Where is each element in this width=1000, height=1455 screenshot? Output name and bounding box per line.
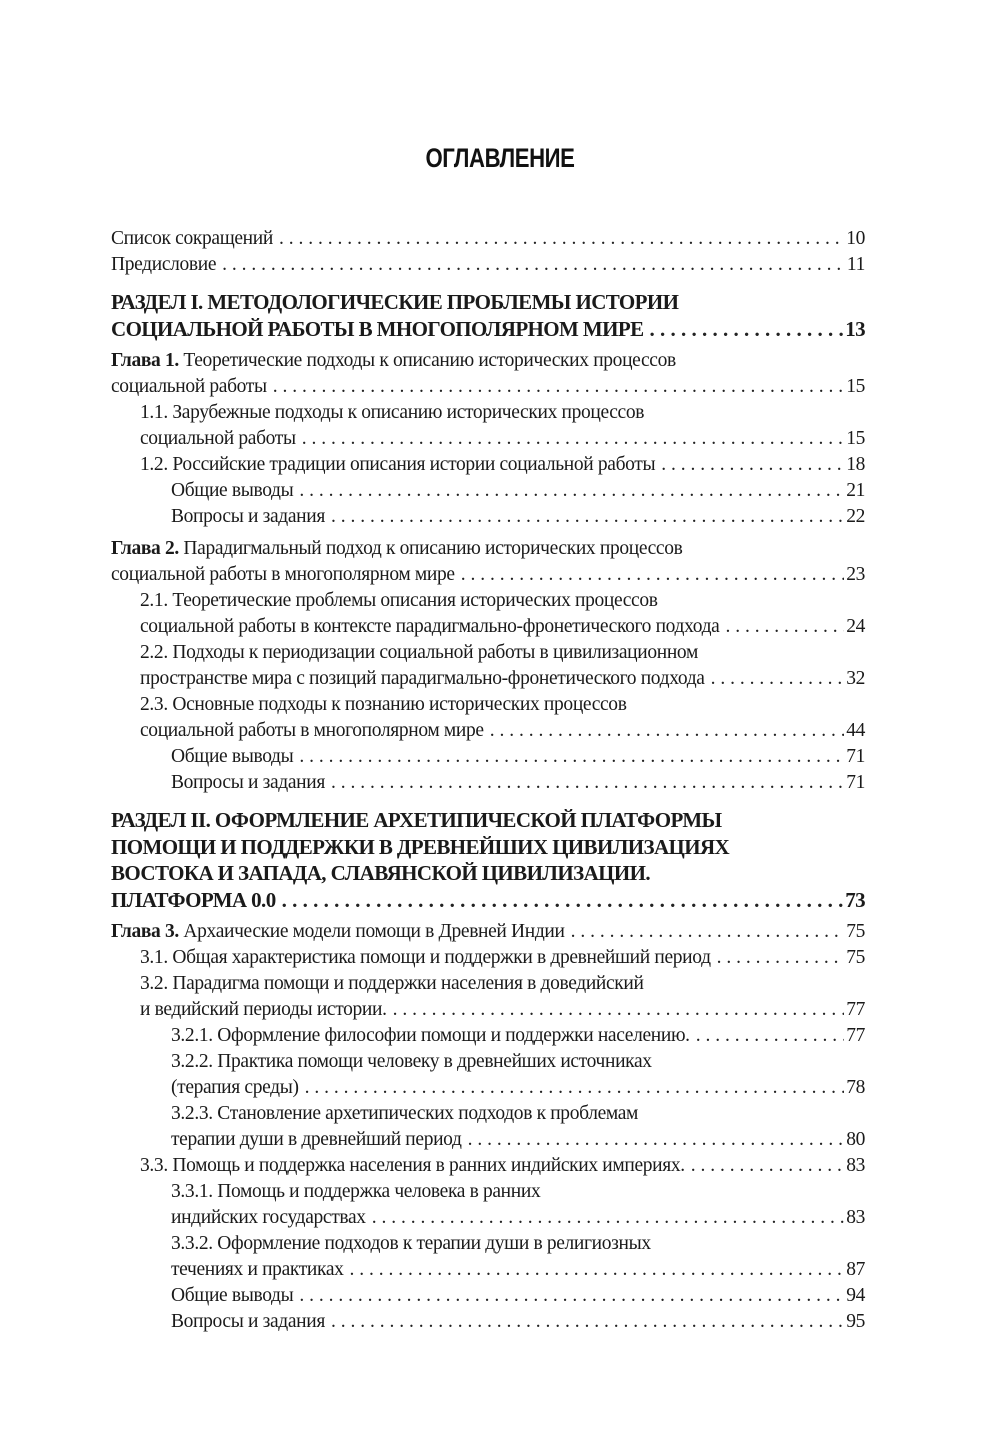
toc-entry-text: 3.2.1. Оформление философии помощи и поддержки населению. xyxy=(171,1025,690,1046)
toc-entry-text: 3.3. Помощь и поддержка населения в ранних индийских империях. xyxy=(140,1155,685,1176)
dot-leader xyxy=(468,1127,845,1153)
toc-entry-last-line xyxy=(140,997,865,1023)
toc-entry-3-2[interactable] xyxy=(111,971,865,1023)
toc-entry-last-line xyxy=(111,374,865,400)
page-number: 87 xyxy=(846,1259,865,1280)
dot-leader xyxy=(372,1205,845,1231)
toc-entry-text: течениях и практиках xyxy=(171,1259,344,1280)
toc-entry-1-1[interactable] xyxy=(111,400,865,452)
page-number: 71 xyxy=(846,772,865,793)
toc-entry-ch2-conclusions[interactable] xyxy=(111,744,865,770)
toc-entry-text xyxy=(111,919,565,945)
toc-entry-last-line xyxy=(171,478,865,504)
toc-entry-text: Вопросы и задания xyxy=(171,506,325,527)
toc-entry-last-line xyxy=(111,226,865,252)
toc-entry-text: (терапия среды) xyxy=(171,1077,299,1098)
dot-leader xyxy=(711,666,845,692)
toc-entry-3-3-2[interactable] xyxy=(111,1231,865,1283)
toc-entry-text: 3.1. Общая характеристика помощи и поддержки в древнейший период xyxy=(140,947,711,968)
toc-entry-line xyxy=(111,834,865,861)
chapter-label: Глава 3. xyxy=(111,921,179,942)
toc-entry-line xyxy=(140,588,865,614)
toc-entry-last-line xyxy=(171,1257,865,1283)
toc-entry-last-line xyxy=(171,1205,865,1231)
dot-leader xyxy=(490,718,844,744)
dot-leader xyxy=(305,1075,845,1101)
page-number: 77 xyxy=(846,999,865,1020)
toc-entry-2-1[interactable] xyxy=(111,588,865,640)
chapter-title: Архаические модели помощи в Древней Индии xyxy=(178,921,565,942)
toc-entry-text: РАЗДЕЛ I. МЕТОДОЛОГИЧЕСКИЕ ПРОБЛЕМЫ ИСТОРИИ xyxy=(111,290,679,314)
toc-entry-2-2[interactable] xyxy=(111,640,865,692)
toc-entry-text: 3.3.1. Помощь и поддержка человека в ранних xyxy=(171,1181,541,1202)
toc-entry-3-3-1[interactable] xyxy=(111,1179,865,1231)
toc-entry-text: индийских государствах xyxy=(171,1207,366,1228)
toc-entry-section-1[interactable] xyxy=(111,289,865,342)
toc-entry-text: социальной работы в многополярном мире xyxy=(111,564,455,585)
dot-leader xyxy=(696,1023,845,1049)
toc-entry-text: РАЗДЕЛ II. ОФОРМЛЕНИЕ АРХЕТИПИЧЕСКОЙ ПЛАТФОРМЫ xyxy=(111,808,722,832)
page-number: 78 xyxy=(846,1077,865,1098)
toc-entry-text: Общие выводы xyxy=(171,480,294,501)
chapter-title: Теоретические подходы к описанию исторических процессов xyxy=(178,350,676,371)
toc-entry-line xyxy=(171,1179,865,1205)
toc-entry-last-line xyxy=(140,426,865,452)
toc-entry-line xyxy=(111,289,865,316)
toc-entry-3-1[interactable] xyxy=(111,945,865,971)
page-number: 15 xyxy=(846,376,865,397)
chapter-title: Парадигмальный подход к описанию исторических процессов xyxy=(178,538,683,559)
toc-entry-line xyxy=(111,860,865,887)
toc-entry-text: социальной работы в контексте парадигмально-фронетического подхода xyxy=(140,616,720,637)
toc-entry-chapter-3[interactable] xyxy=(111,919,865,945)
toc-entry-preface[interactable] xyxy=(111,252,865,278)
toc-entry-line xyxy=(111,348,865,374)
toc-entry-last-line xyxy=(140,666,865,692)
toc-entry-last-line xyxy=(111,562,865,588)
page-number: 75 xyxy=(846,921,865,942)
toc-entry-3-2-3[interactable] xyxy=(111,1101,865,1153)
toc-entry-last-line xyxy=(111,316,865,343)
page-number: 32 xyxy=(846,668,865,689)
toc-entry-text: ПЛАТФОРМА 0.0 xyxy=(111,887,276,912)
toc-entry-text: социальной работы xyxy=(140,428,296,449)
dot-leader xyxy=(661,452,844,478)
page-number: 15 xyxy=(846,428,865,449)
toc-entry-last-line xyxy=(171,1023,865,1049)
chapter-label: Глава 2. xyxy=(111,538,179,559)
page-number: 94 xyxy=(846,1285,865,1306)
page-number: 18 xyxy=(846,454,865,475)
toc-entry-text xyxy=(111,538,683,559)
toc-entry-last-line xyxy=(111,887,865,914)
dot-leader xyxy=(282,887,844,914)
dot-leader xyxy=(299,744,844,770)
dot-leader xyxy=(717,945,845,971)
toc-entry-text: 3.2.3. Становление архетипических подходов к проблемам xyxy=(171,1103,639,1124)
toc-entry-text: 3.3.2. Оформление подходов к терапии души в религиозных xyxy=(171,1233,651,1254)
toc-entry-last-line xyxy=(171,744,865,770)
toc-entry-ch2-questions[interactable] xyxy=(111,770,865,796)
toc-entry-last-line xyxy=(140,1153,865,1179)
toc-entry-ch3-conclusions[interactable] xyxy=(111,1283,865,1309)
page-number: 10 xyxy=(846,228,865,249)
toc-entry-2-3[interactable] xyxy=(111,692,865,744)
dot-leader xyxy=(273,374,844,400)
toc-entry-3-3[interactable] xyxy=(111,1153,865,1179)
dot-leader xyxy=(222,252,845,278)
page-number: 73 xyxy=(845,887,865,912)
toc-entry-line xyxy=(140,971,865,997)
page-number: 44 xyxy=(846,720,865,741)
page-number: 95 xyxy=(846,1311,865,1332)
toc-entry-line xyxy=(140,640,865,666)
toc-entry-ch1-questions[interactable] xyxy=(111,504,865,530)
toc-entry-section-2[interactable] xyxy=(111,807,865,913)
table-of-contents xyxy=(111,226,865,1335)
toc-entry-text: 1.2. Российские традиции описания истории социальной работы xyxy=(140,454,656,475)
dot-leader xyxy=(279,226,844,252)
toc-entry-line xyxy=(171,1049,865,1075)
toc-entry-last-line xyxy=(171,504,865,530)
toc-entry-text: 3.2. Парадигма помощи и поддержки населения в доведийский xyxy=(140,973,644,994)
toc-entry-1-2[interactable] xyxy=(111,452,865,478)
toc-entry-last-line xyxy=(140,452,865,478)
page-number: 24 xyxy=(846,616,865,637)
toc-entry-text: СОЦИАЛЬНОЙ РАБОТЫ В МНОГОПОЛЯРНОМ МИРЕ xyxy=(111,316,644,341)
toc-entry-line xyxy=(140,692,865,718)
toc-entry-line xyxy=(140,400,865,426)
toc-entry-text: социальной работы xyxy=(111,376,267,397)
dot-leader xyxy=(691,1153,844,1179)
toc-entry-text: 3.2.2. Практика помощи человеку в древнейших источниках xyxy=(171,1051,652,1072)
toc-entry-last-line xyxy=(171,1309,865,1335)
toc-entry-ch3-questions[interactable] xyxy=(111,1309,865,1335)
dot-leader xyxy=(331,770,844,796)
page-number: 23 xyxy=(846,564,865,585)
toc-entry-text: Общие выводы xyxy=(171,746,294,767)
dot-leader xyxy=(302,426,844,452)
toc-entry-text: 2.3. Основные подходы к познанию исторических процессов xyxy=(140,694,627,715)
chapter-label: Глава 1. xyxy=(111,350,179,371)
toc-entry-text: и ведийский периоды истории. xyxy=(140,999,387,1020)
toc-entry-ch1-conclusions[interactable] xyxy=(111,478,865,504)
dot-leader xyxy=(393,997,845,1023)
toc-entry-text: Предисловие xyxy=(111,254,217,275)
page-number: 13 xyxy=(845,316,865,341)
dot-leader xyxy=(725,614,844,640)
toc-entry-text: терапии души в древнейший период xyxy=(171,1129,462,1150)
toc-entry-last-line xyxy=(171,1127,865,1153)
page-number: 83 xyxy=(846,1155,865,1176)
toc-entry-text: ВОСТОКА И ЗАПАДА, СЛАВЯНСКОЙ ЦИВИЛИЗАЦИИ. xyxy=(111,861,650,885)
toc-entry-last-line xyxy=(140,614,865,640)
page-number: 80 xyxy=(846,1129,865,1150)
toc-entry-line xyxy=(111,536,865,562)
toc-entry-text: ПОМОЩИ И ПОДДЕРЖКИ В ДРЕВНЕЙШИХ ЦИВИЛИЗАЦИЯХ xyxy=(111,834,730,859)
toc-entry-last-line xyxy=(140,718,865,744)
dot-leader xyxy=(299,1283,844,1309)
toc-entry-last-line xyxy=(171,770,865,796)
page-number: 83 xyxy=(846,1207,865,1228)
toc-entry-text: 2.1. Теоретические проблемы описания исторических процессов xyxy=(140,590,658,611)
page-number: 77 xyxy=(846,1025,865,1046)
toc-entry-text: социальной работы в многополярном мире xyxy=(140,720,484,741)
page-number: 71 xyxy=(846,746,865,767)
toc-entry-text: Список сокращений xyxy=(111,228,273,249)
toc-entry-text xyxy=(111,350,676,371)
toc-entry-last-line xyxy=(171,1283,865,1309)
page-title: ОГЛАВЛЕНИЕ xyxy=(425,143,575,173)
page-number: 21 xyxy=(846,480,865,501)
toc-entry-last-line xyxy=(140,945,865,971)
toc-entry-line xyxy=(111,807,865,834)
toc-entry-3-2-2[interactable] xyxy=(111,1049,865,1101)
toc-entry-chapter-2[interactable] xyxy=(111,536,865,588)
toc-entry-text: пространстве мира с позиций парадигмально-фронетического подхода xyxy=(140,668,705,689)
page-number: 22 xyxy=(846,506,865,527)
dot-leader xyxy=(571,919,845,945)
toc-entry-line xyxy=(171,1101,865,1127)
toc-entry-text: 2.2. Подходы к периодизации социальной работы в цивилизационном xyxy=(140,642,698,663)
toc-entry-line xyxy=(171,1231,865,1257)
toc-entry-3-2-1[interactable] xyxy=(111,1023,865,1049)
dot-leader xyxy=(350,1257,845,1283)
toc-entry-last-line xyxy=(111,919,865,945)
toc-entry-text: Вопросы и задания xyxy=(171,772,325,793)
dot-leader xyxy=(331,1309,844,1335)
toc-entry-last-line xyxy=(111,252,865,278)
dot-leader xyxy=(461,562,844,588)
dot-leader xyxy=(331,504,844,530)
toc-entry-chapter-1[interactable] xyxy=(111,348,865,400)
toc-entry-text: Общие выводы xyxy=(171,1285,294,1306)
toc-entry-last-line xyxy=(171,1075,865,1101)
toc-entry-text: Вопросы и задания xyxy=(171,1311,325,1332)
page-number: 11 xyxy=(846,254,865,275)
page-number: 75 xyxy=(846,947,865,968)
toc-entry-text: 1.1. Зарубежные подходы к описанию исторических процессов xyxy=(140,402,645,423)
toc-entry-abbreviations[interactable] xyxy=(111,226,865,252)
dot-leader xyxy=(299,478,844,504)
dot-leader xyxy=(650,316,844,343)
